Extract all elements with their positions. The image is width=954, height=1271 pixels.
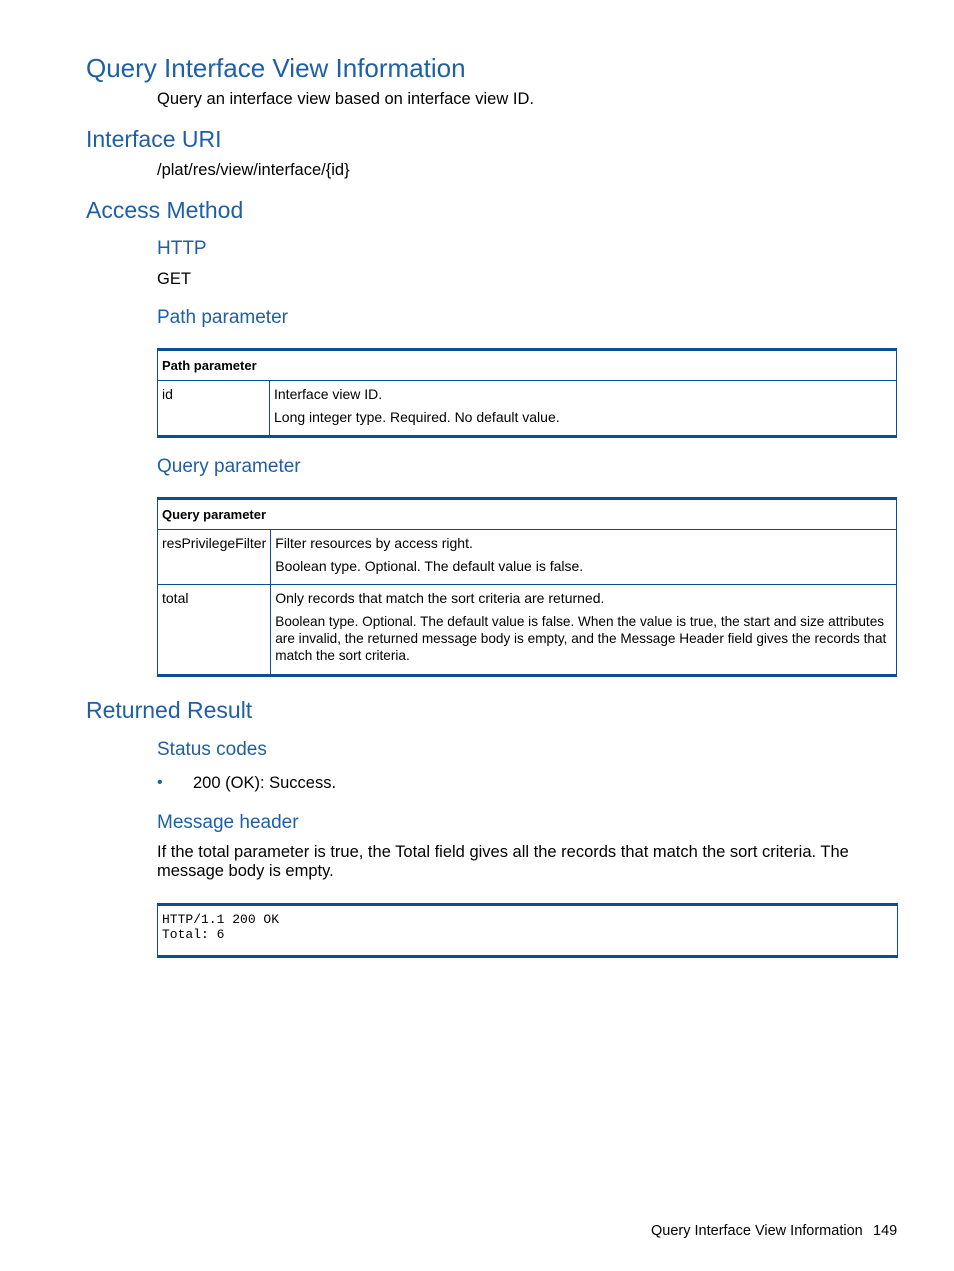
page-title: Query Interface View Information <box>86 53 466 83</box>
returned-result-heading: Returned Result <box>86 697 253 723</box>
param-description-line: Filter resources by access right. <box>275 535 473 551</box>
query-parameter-table <box>157 497 897 677</box>
path-parameter-table <box>157 348 897 438</box>
param-description-line: Boolean type. Optional. The default value is false. <box>275 558 584 574</box>
param-description-line: Boolean type. Optional. The default value is false. When the value is true, the start and size attributes are invalid, the returned message body is empty, and the Message Header field gives the records that match the sort criteria. <box>275 614 887 663</box>
table-header: Query parameter <box>158 499 897 530</box>
param-description-line: Only records that match the sort criteria are returned. <box>275 590 605 606</box>
table-row <box>158 381 897 437</box>
param-name: id <box>158 381 270 437</box>
table-row <box>158 530 897 585</box>
bullet-icon: • <box>157 774 163 791</box>
param-description-line: Long integer type. Required. No default value. <box>274 409 560 425</box>
interface-uri-heading: Interface URI <box>86 126 222 152</box>
query-parameter-heading: Query parameter <box>157 456 301 477</box>
status-codes-heading: Status codes <box>157 739 267 760</box>
param-description <box>271 585 897 676</box>
status-code-text: 200 (OK): Success. <box>193 774 337 792</box>
interface-uri-value: /plat/res/view/interface/{id} <box>157 161 350 179</box>
message-header-text: If the total parameter is true, the Total field gives all the records that match the sort criteria. The message body is empty. <box>157 843 849 880</box>
intro-text: Query an interface view based on interface view ID. <box>157 90 534 108</box>
http-method-value: GET <box>157 270 191 288</box>
param-description <box>270 381 897 437</box>
footer-title: Query Interface View Information <box>651 1223 863 1239</box>
param-name: total <box>158 585 271 676</box>
http-heading: HTTP <box>157 238 207 259</box>
param-description-line: Interface view ID. <box>274 386 383 402</box>
table-row <box>158 585 897 676</box>
path-parameter-heading: Path parameter <box>157 307 288 328</box>
access-method-heading: Access Method <box>86 197 244 223</box>
param-description <box>271 530 897 585</box>
code-block: HTTP/1.1 200 OK Total: 6 <box>157 903 898 958</box>
page-number: 149 <box>873 1223 898 1239</box>
message-header-heading: Message header <box>157 812 299 833</box>
table-header: Path parameter <box>158 350 897 381</box>
param-name: resPrivilegeFilter <box>158 530 271 585</box>
